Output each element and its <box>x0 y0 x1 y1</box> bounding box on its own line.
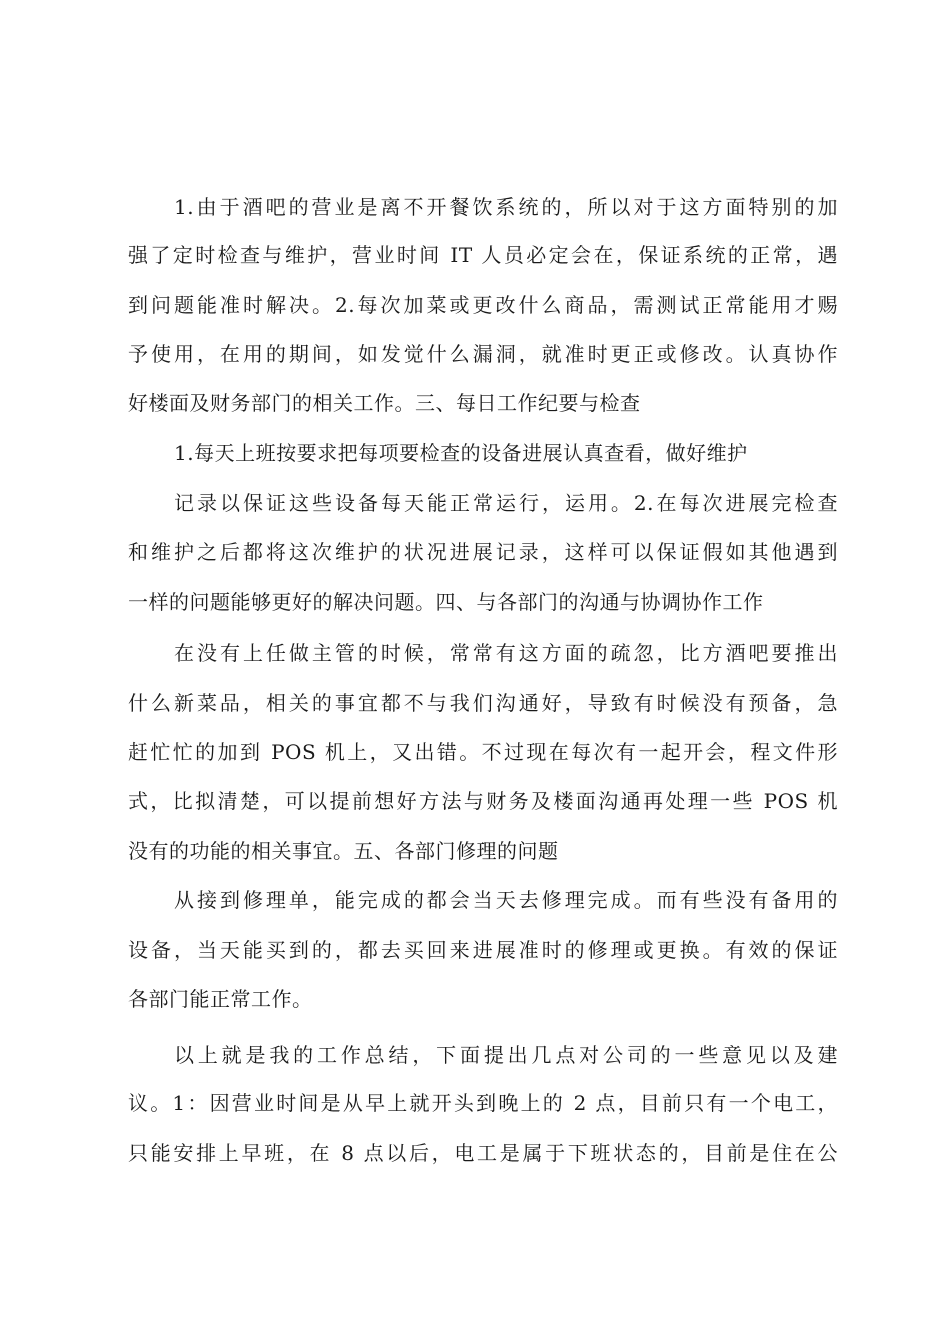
paragraph-line: 式，比拟清楚，可以提前想好方法与财务及楼面沟通再处理一些 POS 机 <box>128 789 838 813</box>
paragraph-line: 没有的功能的相关事宜。五、各部门修理的问题 <box>128 839 559 863</box>
paragraph-line: 以上就是我的工作总结，下面提出几点对公司的一些意见以及建 <box>174 1043 838 1067</box>
paragraph-line: 记录以保证这些设备每天能正常运行，运用。2.在每次进展完检查 <box>174 491 838 515</box>
paragraph-line: 只能安排上早班，在 8 点以后，电工是属于下班状态的，目前是住在公 <box>128 1141 838 1165</box>
paragraph-line: 什么新菜品，相关的事宜都不与我们沟通好，导致有时候没有预备，急 <box>128 691 838 715</box>
paragraph-line: 1.由于酒吧的营业是离不开餐饮系统的，所以对于这方面特别的加 <box>174 195 838 219</box>
paragraph-line: 1.每天上班按要求把每项要检查的设备进展认真查看，做好维护 <box>174 441 748 465</box>
paragraph-line: 设备，当天能买到的，都去买回来进展准时的修理或更换。有效的保证 <box>128 938 838 962</box>
paragraph-line: 在没有上任做主管的时候，常常有这方面的疏忽，比方酒吧要推出 <box>174 641 838 665</box>
paragraph-line: 和维护之后都将这次维护的状况进展记录，这样可以保证假如其他遇到 <box>128 540 838 564</box>
paragraph-line: 予使用，在用的期间，如发觉什么漏洞，就准时更正或修改。认真协作 <box>128 342 838 366</box>
paragraph-line: 议。1：因营业时间是从早上就开头到晚上的 2 点，目前只有一个电工， <box>128 1091 838 1115</box>
paragraph-line: 到问题能准时解决。2.每次加菜或更改什么商品，需测试正常能用才赐 <box>128 293 838 317</box>
paragraph-line: 从接到修理单，能完成的都会当天去修理完成。而有些没有备用的 <box>174 888 838 912</box>
paragraph-line: 赶忙忙的加到 POS 机上，又出错。不过现在每次有一起开会，程文件形 <box>128 740 838 764</box>
paragraph-line: 好楼面及财务部门的相关工作。三、每日工作纪要与检查 <box>128 391 641 415</box>
paragraph-line: 一样的问题能够更好的解决问题。四、与各部门的沟通与协调协作工作 <box>128 590 764 614</box>
paragraph-line: 强了定时检查与维护，营业时间 IT 人员必定会在，保证系统的正常，遇 <box>128 243 838 267</box>
paragraph-line: 各部门能正常工作。 <box>128 987 313 1011</box>
